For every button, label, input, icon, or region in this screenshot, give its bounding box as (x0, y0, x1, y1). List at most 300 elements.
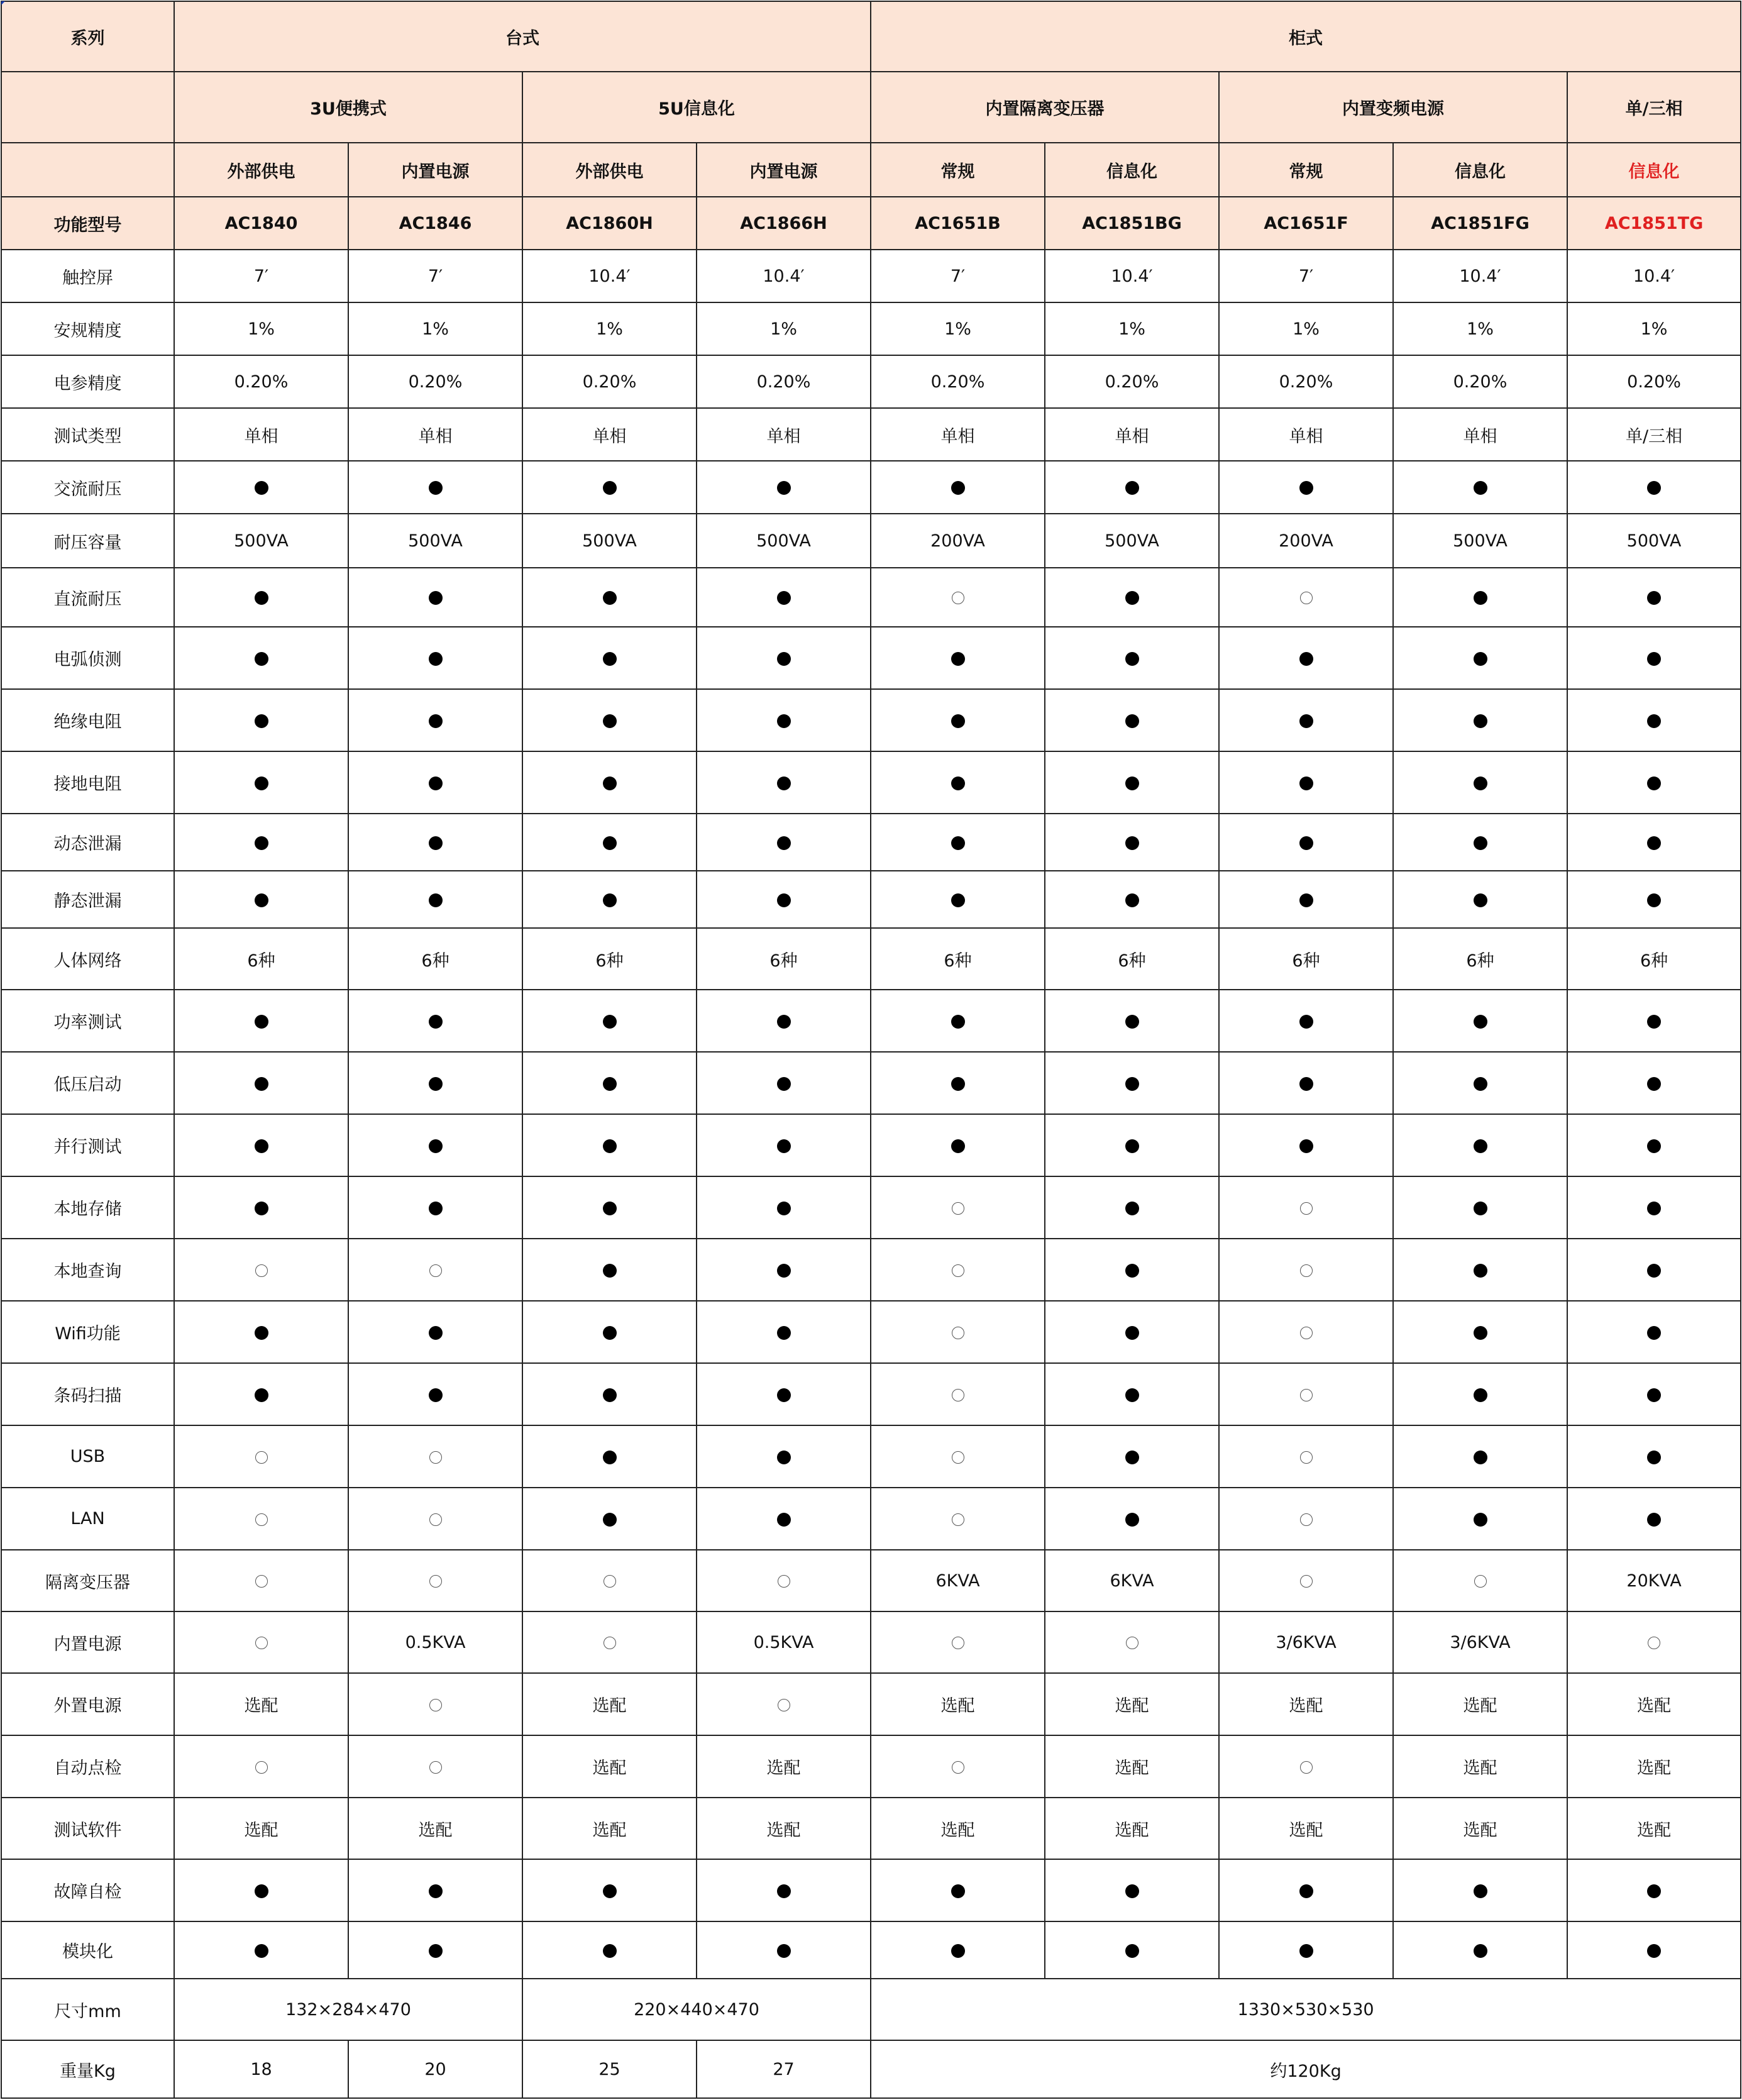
spec-cell (697, 1176, 871, 1239)
empty-circle-icon (604, 1637, 616, 1649)
filled-circle-icon (1647, 1451, 1661, 1464)
filled-circle-icon (1474, 481, 1487, 495)
spec-cell (522, 1239, 697, 1301)
spec-cell (522, 1859, 697, 1921)
filled-circle-icon (1125, 1202, 1139, 1215)
empty-circle-icon (255, 1264, 268, 1277)
spec-cell (174, 1052, 348, 1114)
model-header: AC1840 (174, 197, 348, 250)
spec-cell: 500VA (1045, 514, 1219, 568)
subtype-row-blank (1, 143, 174, 197)
spec-cell: 0.20% (1393, 355, 1567, 408)
filled-circle-icon (1299, 714, 1313, 728)
spec-cell (348, 1176, 522, 1239)
spec-row-label: 接地电阻 (1, 751, 174, 814)
spec-cell (1567, 1859, 1741, 1921)
spec-row-label: 自动点检 (1, 1735, 174, 1798)
filled-circle-icon (1299, 1884, 1313, 1898)
spec-cell (871, 1921, 1045, 1979)
filled-circle-icon (603, 652, 617, 666)
filled-circle-icon (1647, 776, 1661, 790)
spec-cell: 单相 (522, 408, 697, 461)
spec-row-label: USB (1, 1425, 174, 1488)
filled-circle-icon (255, 652, 268, 666)
spec-cell: 选配 (1393, 1673, 1567, 1735)
filled-circle-icon (1474, 1202, 1487, 1215)
filled-circle-icon (1125, 1513, 1139, 1527)
filled-circle-icon (603, 1015, 617, 1029)
filled-circle-icon (1647, 1264, 1661, 1278)
series-label: 系列 (1, 1, 174, 72)
filled-circle-icon (1647, 1326, 1661, 1340)
spec-cell: 1% (871, 302, 1045, 355)
filled-circle-icon (1647, 1015, 1661, 1029)
spec-cell (1219, 461, 1393, 514)
subtype-header: 信息化 (1045, 143, 1219, 197)
spec-cell (1219, 1859, 1393, 1921)
filled-circle-icon (777, 591, 791, 605)
filled-circle-icon (255, 1944, 268, 1958)
spec-cell (697, 814, 871, 871)
empty-circle-icon (952, 1327, 964, 1339)
spec-cell (522, 1921, 697, 1979)
spec-cell (1567, 627, 1741, 689)
filled-circle-icon (1125, 776, 1139, 790)
spec-cell (348, 1239, 522, 1301)
empty-circle-icon (429, 1575, 442, 1588)
model-header: AC1851BG (1045, 197, 1219, 250)
spec-cell (697, 990, 871, 1052)
empty-circle-icon (952, 1389, 964, 1401)
spec-row (1, 408, 1741, 461)
spec-cell (1393, 1921, 1567, 1979)
spec-cell (174, 751, 348, 814)
subtype-header: 外部供电 (174, 143, 348, 197)
empty-circle-icon (429, 1513, 442, 1526)
spec-cell (1219, 568, 1393, 627)
filled-circle-icon (603, 1326, 617, 1340)
filled-circle-icon (1299, 1077, 1313, 1091)
spec-cell: 选配 (1219, 1798, 1393, 1859)
filled-circle-icon (255, 1388, 268, 1402)
spec-cell (1219, 1052, 1393, 1114)
filled-circle-icon (1125, 1077, 1139, 1091)
spec-cell: 选配 (871, 1673, 1045, 1735)
spec-row-label: 静态泄漏 (1, 871, 174, 928)
spec-cell (522, 1550, 697, 1611)
spec-cell (1393, 461, 1567, 514)
filled-circle-icon (255, 836, 268, 850)
spec-cell (1567, 1488, 1741, 1550)
spec-cell: 1% (522, 302, 697, 355)
spec-cell: 选配 (522, 1735, 697, 1798)
spec-cell (1567, 1239, 1741, 1301)
spec-cell: 6种 (697, 928, 871, 990)
spec-cell (1393, 871, 1567, 928)
filled-circle-icon (1299, 1015, 1313, 1029)
filled-circle-icon (1647, 893, 1661, 907)
spec-cell (522, 1052, 697, 1114)
weight-cell: 27 (697, 2040, 871, 2098)
subtype-header: 常规 (1219, 143, 1393, 197)
spec-cell (1393, 1859, 1567, 1921)
spec-cell: 10.4′ (1567, 250, 1741, 302)
spec-cell (348, 1425, 522, 1488)
spec-cell (1219, 814, 1393, 871)
filled-circle-icon (777, 1077, 791, 1091)
spec-cell: 0.20% (1045, 355, 1219, 408)
spec-row (1, 689, 1741, 751)
spec-cell: 0.5KVA (697, 1611, 871, 1673)
spec-cell (522, 627, 697, 689)
spec-cell (871, 814, 1045, 871)
empty-circle-icon (952, 1202, 964, 1215)
spec-cell (1393, 1239, 1567, 1301)
weight-cell: 18 (174, 2040, 348, 2098)
spec-cell (1045, 1239, 1219, 1301)
spec-cell (1393, 568, 1567, 627)
spec-row-label: 电弧侦测 (1, 627, 174, 689)
spec-cell (1219, 1363, 1393, 1425)
spec-row-label: 耐压容量 (1, 514, 174, 568)
spec-cell (1567, 814, 1741, 871)
spec-cell (1567, 568, 1741, 627)
spec-cell: 选配 (1045, 1673, 1219, 1735)
spec-cell (522, 461, 697, 514)
spec-row (1, 514, 1741, 568)
model-label: 功能型号 (1, 197, 174, 250)
spec-cell (871, 627, 1045, 689)
filled-circle-icon (1299, 836, 1313, 850)
filled-circle-icon (255, 714, 268, 728)
spec-row-label: LAN (1, 1488, 174, 1550)
filled-circle-icon (777, 1513, 791, 1527)
spec-cell (1393, 1052, 1567, 1114)
filled-circle-icon (429, 776, 443, 790)
filled-circle-icon (1647, 1884, 1661, 1898)
empty-circle-icon (255, 1637, 268, 1649)
spec-cell (1219, 1301, 1393, 1363)
spec-cell (697, 1425, 871, 1488)
empty-circle-icon (952, 1637, 964, 1649)
filled-circle-icon (1299, 893, 1313, 907)
filled-circle-icon (1125, 1264, 1139, 1278)
spec-cell (522, 1176, 697, 1239)
spec-cell: 1% (1567, 302, 1741, 355)
filled-circle-icon (429, 591, 443, 605)
filled-circle-icon (603, 1451, 617, 1464)
spec-cell (697, 461, 871, 514)
spec-cell (1219, 751, 1393, 814)
spec-cell (348, 1673, 522, 1735)
spec-cell: 选配 (1567, 1798, 1741, 1859)
spec-cell: 选配 (1393, 1735, 1567, 1798)
spec-row-label: 外置电源 (1, 1673, 174, 1735)
model-header: AC1851TG (1567, 197, 1741, 250)
spec-cell: 单相 (1045, 408, 1219, 461)
spec-cell (1567, 1301, 1741, 1363)
filled-circle-icon (429, 1388, 443, 1402)
filled-circle-icon (951, 836, 965, 850)
spec-row (1, 1798, 1741, 1859)
spec-row-label: 内置电源 (1, 1611, 174, 1673)
filled-circle-icon (1299, 776, 1313, 790)
filled-circle-icon (777, 481, 791, 495)
spec-cell (871, 1425, 1045, 1488)
spec-cell (871, 461, 1045, 514)
spec-row (1, 1611, 1741, 1673)
spec-row (1, 751, 1741, 814)
spec-cell: 选配 (1045, 1798, 1219, 1859)
spec-cell: 选配 (697, 1735, 871, 1798)
spec-cell (348, 1735, 522, 1798)
empty-circle-icon (778, 1699, 790, 1711)
spec-cell: 选配 (348, 1798, 522, 1859)
filled-circle-icon (255, 776, 268, 790)
spec-cell (348, 1114, 522, 1176)
spec-cell (871, 1176, 1045, 1239)
spec-cell: 1% (1219, 302, 1393, 355)
filled-circle-icon (1474, 1513, 1487, 1527)
filled-circle-icon (777, 836, 791, 850)
filled-circle-icon (255, 1884, 268, 1898)
spec-cell (1045, 1052, 1219, 1114)
spec-cell (174, 627, 348, 689)
filled-circle-icon (1125, 836, 1139, 850)
spec-row (1, 814, 1741, 871)
filled-circle-icon (1125, 893, 1139, 907)
spec-cell (522, 1488, 697, 1550)
spec-row (1, 928, 1741, 990)
spec-row-label: 本地查询 (1, 1239, 174, 1301)
spec-cell (1567, 1052, 1741, 1114)
spec-cell (174, 1859, 348, 1921)
filled-circle-icon (603, 1944, 617, 1958)
spec-cell (174, 1550, 348, 1611)
filled-circle-icon (429, 1326, 443, 1340)
spec-cell (1045, 1301, 1219, 1363)
spec-row (1, 1735, 1741, 1798)
empty-circle-icon (1474, 1575, 1487, 1588)
spec-cell: 10.4′ (1045, 250, 1219, 302)
filled-circle-icon (777, 1388, 791, 1402)
filled-circle-icon (603, 1139, 617, 1153)
spec-cell (1393, 627, 1567, 689)
empty-circle-icon (255, 1575, 268, 1588)
cabinet-type-header: 柜式 (871, 1, 1741, 72)
dimensions-5u: 220×440×470 (522, 1979, 871, 2040)
spec-cell (348, 1052, 522, 1114)
filled-circle-icon (603, 714, 617, 728)
empty-circle-icon (1300, 1451, 1313, 1464)
spec-cell (871, 1114, 1045, 1176)
spec-cell (1393, 1114, 1567, 1176)
spec-row-label: 功率测试 (1, 990, 174, 1052)
filled-circle-icon (777, 776, 791, 790)
filled-circle-icon (1647, 1139, 1661, 1153)
filled-circle-icon (1647, 1202, 1661, 1215)
spec-cell (697, 751, 871, 814)
spec-cell (348, 990, 522, 1052)
spec-cell (174, 568, 348, 627)
spec-cell (871, 1239, 1045, 1301)
spec-cell (1567, 871, 1741, 928)
filled-circle-icon (777, 652, 791, 666)
group-header: 内置隔离变压器 (871, 72, 1219, 143)
filled-circle-icon (603, 1202, 617, 1215)
spec-row (1, 355, 1741, 408)
model-header: AC1846 (348, 197, 522, 250)
empty-circle-icon (778, 1575, 790, 1588)
spec-cell (697, 689, 871, 751)
spec-cell (174, 1114, 348, 1176)
group-header: 3U便携式 (174, 72, 522, 143)
spec-cell (1045, 1611, 1219, 1673)
spec-cell (348, 568, 522, 627)
spec-cell (1045, 1488, 1219, 1550)
spec-cell (697, 1550, 871, 1611)
spec-cell (522, 871, 697, 928)
filled-circle-icon (603, 1513, 617, 1527)
dimensions-cabinet: 1330×530×530 (871, 1979, 1741, 2040)
filled-circle-icon (1474, 836, 1487, 850)
spec-cell (697, 1114, 871, 1176)
filled-circle-icon (429, 1202, 443, 1215)
filled-circle-icon (1125, 1451, 1139, 1464)
spec-cell: 单相 (348, 408, 522, 461)
spec-cell: 选配 (1567, 1735, 1741, 1798)
spec-cell: 10.4′ (522, 250, 697, 302)
spec-cell (1045, 1176, 1219, 1239)
spec-row (1, 1363, 1741, 1425)
spec-row-label: 模块化 (1, 1921, 174, 1979)
spec-row (1, 1239, 1741, 1301)
empty-circle-icon (429, 1264, 442, 1277)
spec-row (1, 627, 1741, 689)
spec-cell (871, 1363, 1045, 1425)
filled-circle-icon (1125, 1388, 1139, 1402)
empty-circle-icon (1300, 592, 1313, 604)
filled-circle-icon (777, 714, 791, 728)
filled-circle-icon (255, 1326, 268, 1340)
filled-circle-icon (1647, 481, 1661, 495)
filled-circle-icon (1647, 1944, 1661, 1958)
filled-circle-icon (1474, 893, 1487, 907)
spec-row (1, 1176, 1741, 1239)
spec-cell: 6种 (1393, 928, 1567, 990)
spec-cell (348, 689, 522, 751)
subtype-header: 外部供电 (522, 143, 697, 197)
spec-row (1, 1673, 1741, 1735)
model-header: AC1651B (871, 197, 1045, 250)
spec-cell (522, 1611, 697, 1673)
weight-cabinet: 约120Kg (871, 2040, 1741, 2098)
spec-cell (1219, 1176, 1393, 1239)
spec-cell: 10.4′ (697, 250, 871, 302)
filled-circle-icon (429, 1077, 443, 1091)
subtype-header: 常规 (871, 143, 1045, 197)
spec-cell: 7′ (871, 250, 1045, 302)
filled-circle-icon (1474, 1884, 1487, 1898)
spec-cell (348, 1488, 522, 1550)
spec-cell (174, 689, 348, 751)
empty-circle-icon (255, 1761, 268, 1774)
empty-circle-icon (1300, 1327, 1313, 1339)
spec-cell (348, 1363, 522, 1425)
spec-cell: 500VA (1567, 514, 1741, 568)
filled-circle-icon (1474, 1264, 1487, 1278)
spec-cell: 选配 (1219, 1673, 1393, 1735)
filled-circle-icon (777, 1326, 791, 1340)
spec-cell (871, 1611, 1045, 1673)
empty-circle-icon (604, 1575, 616, 1588)
filled-circle-icon (429, 1944, 443, 1958)
empty-circle-icon (1300, 1575, 1313, 1588)
spec-row-label: 动态泄漏 (1, 814, 174, 871)
filled-circle-icon (1474, 714, 1487, 728)
spec-cell (697, 1921, 871, 1979)
spec-cell (348, 627, 522, 689)
spec-row-label: 并行测试 (1, 1114, 174, 1176)
spec-cell (1567, 751, 1741, 814)
filled-circle-icon (429, 1015, 443, 1029)
filled-circle-icon (777, 1451, 791, 1464)
spec-row (1, 1301, 1741, 1363)
spec-cell (1567, 461, 1741, 514)
desktop-type-header: 台式 (174, 1, 871, 72)
spec-cell (1045, 1859, 1219, 1921)
spec-cell: 单/三相 (1567, 408, 1741, 461)
spec-cell (1219, 1425, 1393, 1488)
subtype-header: 内置电源 (697, 143, 871, 197)
group-header: 单/三相 (1567, 72, 1741, 143)
weight-cell: 20 (348, 2040, 522, 2098)
spec-cell (697, 1052, 871, 1114)
spec-cell (1045, 1114, 1219, 1176)
filled-circle-icon (255, 591, 268, 605)
spec-cell (1393, 1301, 1567, 1363)
spec-cell (522, 1363, 697, 1425)
subtype-header: 内置电源 (348, 143, 522, 197)
spec-cell (1219, 1550, 1393, 1611)
empty-circle-icon (429, 1761, 442, 1774)
spec-cell (1219, 1114, 1393, 1176)
filled-circle-icon (603, 776, 617, 790)
spec-row-label: 故障自检 (1, 1859, 174, 1921)
spec-cell (348, 1859, 522, 1921)
spec-cell: 6种 (348, 928, 522, 990)
spec-cell (348, 1921, 522, 1979)
filled-circle-icon (777, 1264, 791, 1278)
spec-cell (1393, 1425, 1567, 1488)
filled-circle-icon (1125, 591, 1139, 605)
filled-circle-icon (603, 1077, 617, 1091)
weight-label: 重量Kg (1, 2040, 174, 2098)
dimensions-3u: 132×284×470 (174, 1979, 522, 2040)
filled-circle-icon (951, 893, 965, 907)
spec-cell (522, 1301, 697, 1363)
filled-circle-icon (1647, 1388, 1661, 1402)
spec-cell: 6种 (1567, 928, 1741, 990)
spec-cell (522, 751, 697, 814)
spec-cell: 0.20% (1567, 355, 1741, 408)
group-header: 5U信息化 (522, 72, 871, 143)
filled-circle-icon (777, 893, 791, 907)
filled-circle-icon (603, 1388, 617, 1402)
spec-cell (871, 568, 1045, 627)
spec-cell: 3/6KVA (1393, 1611, 1567, 1673)
spec-cell (1567, 990, 1741, 1052)
